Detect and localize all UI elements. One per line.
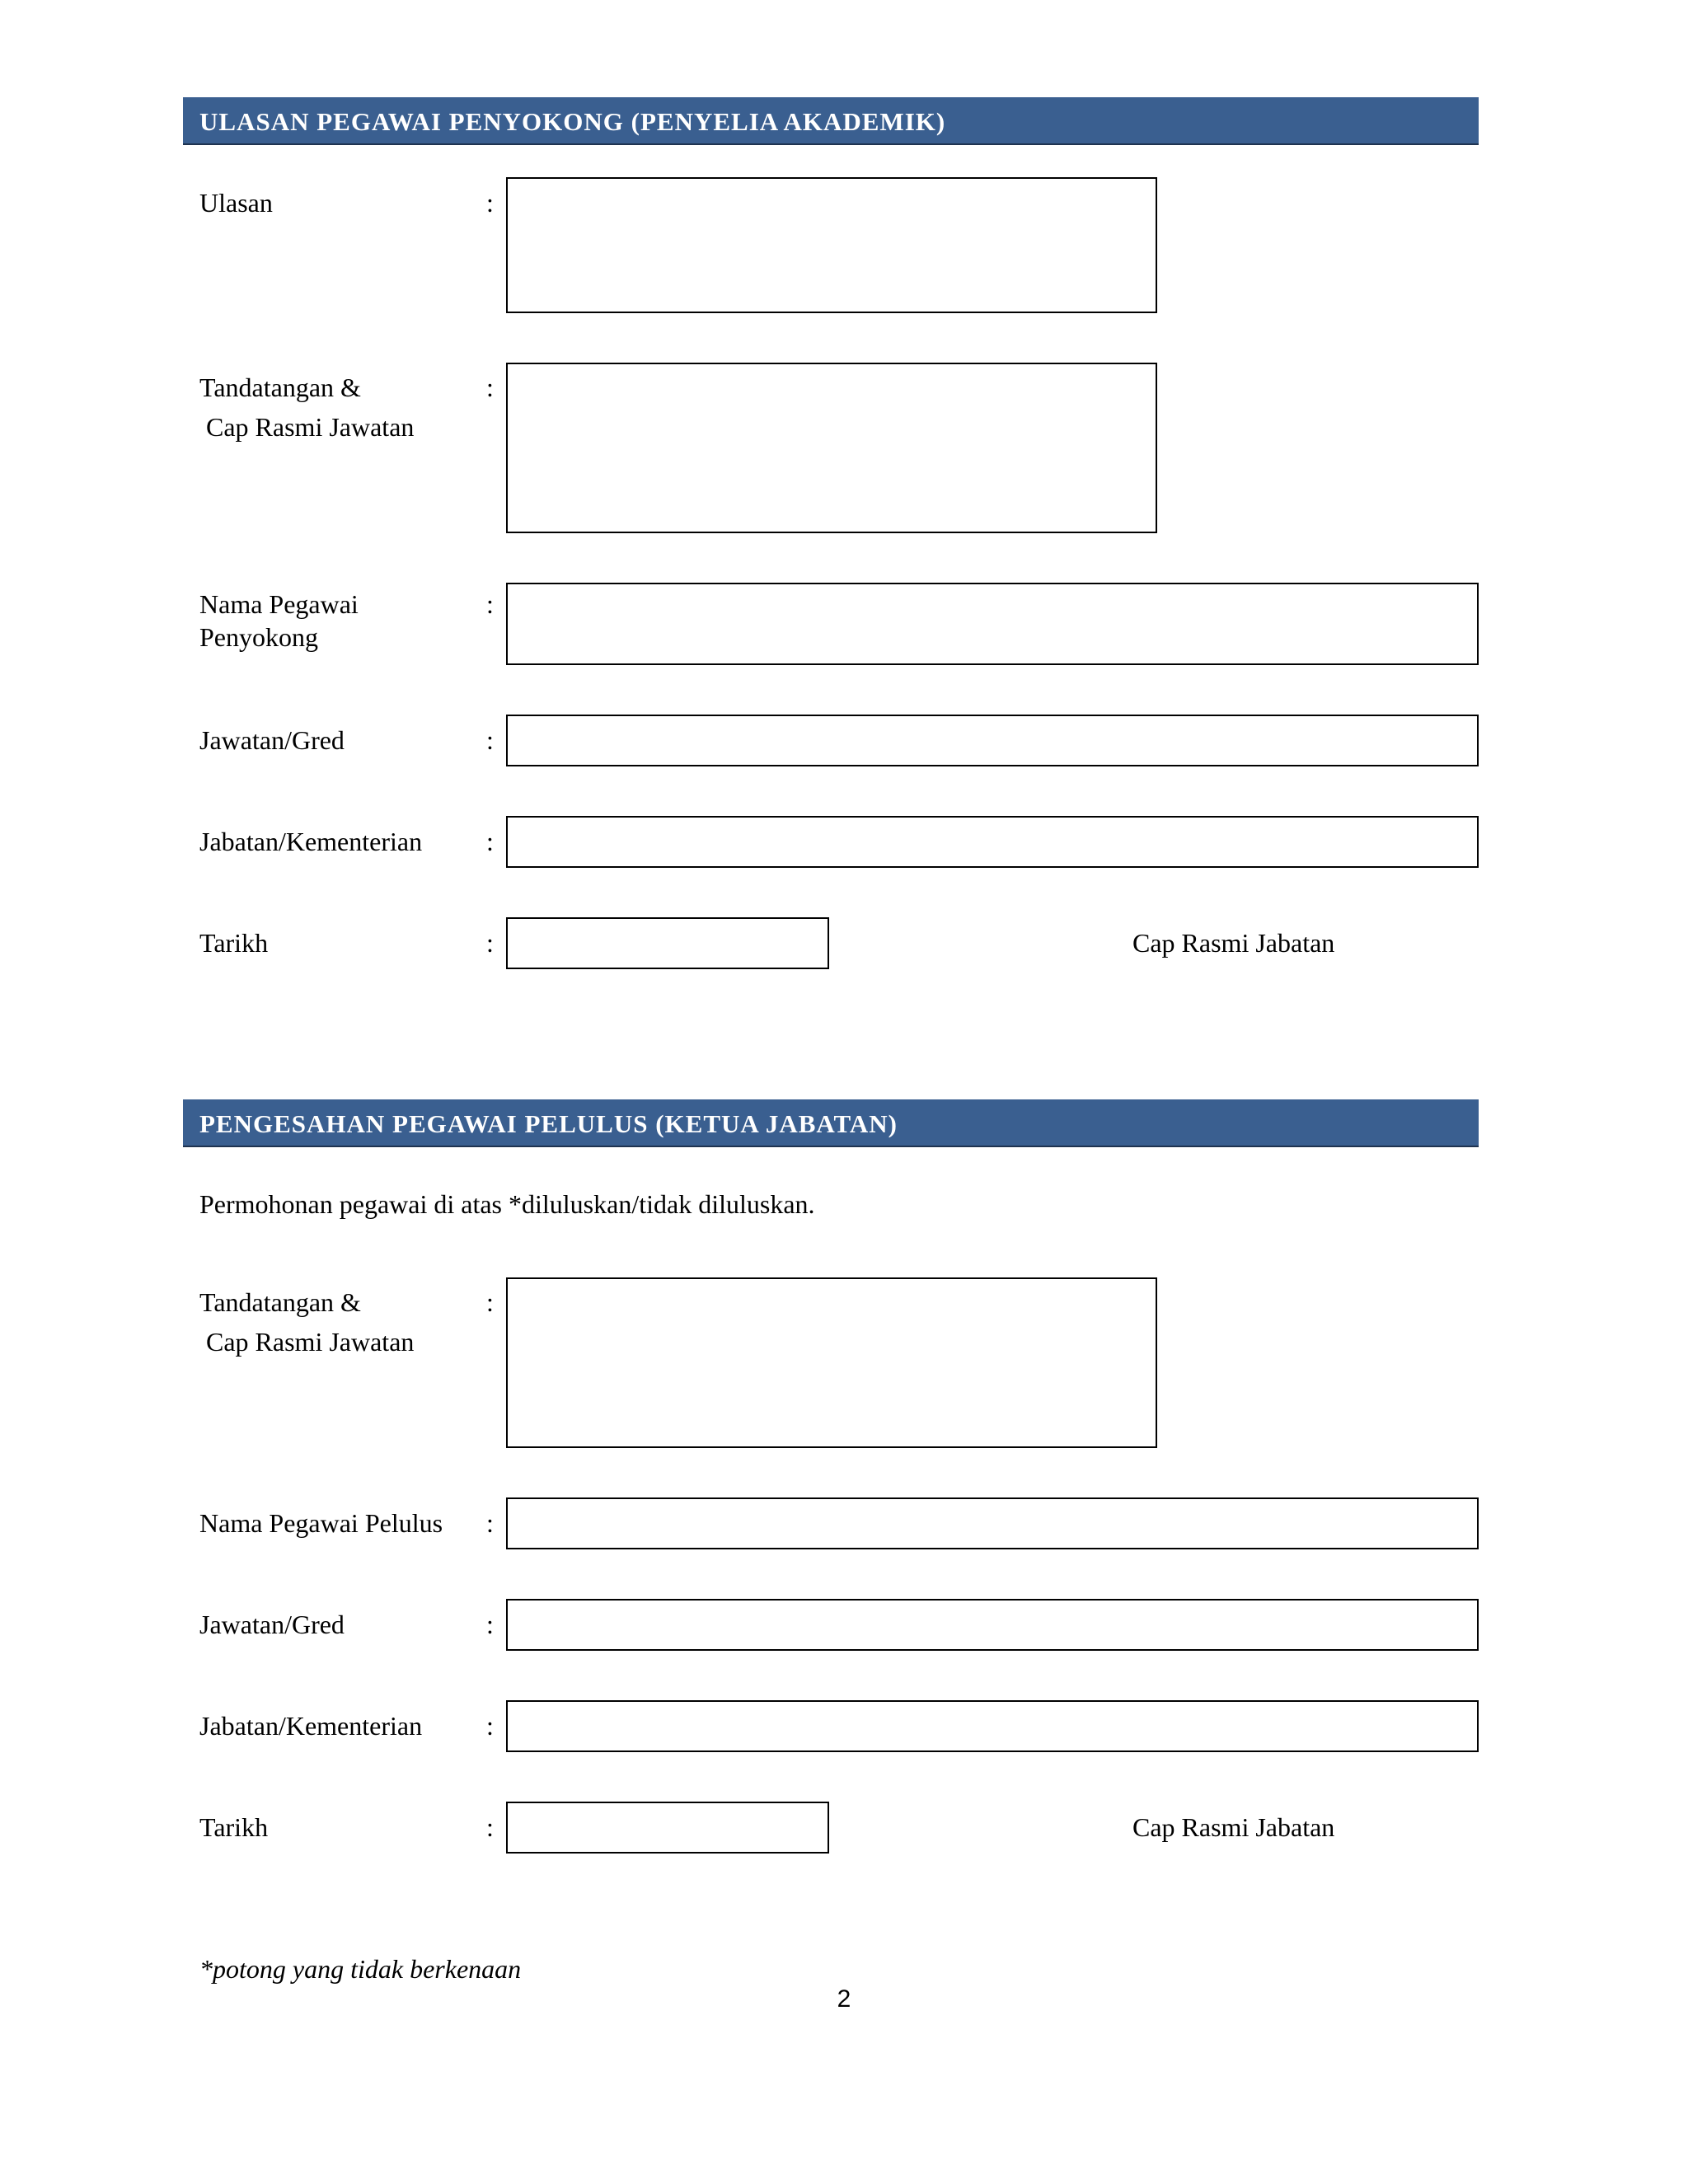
official-stamp-label-2: Cap Rasmi Jabatan	[1132, 1812, 1335, 1842]
ulasan-field[interactable]	[506, 177, 1157, 313]
position-field-1[interactable]	[506, 715, 1479, 766]
colon: :	[486, 725, 494, 755]
section1-header	[183, 97, 1479, 145]
position-label-1: Jawatan/Gred	[199, 725, 345, 755]
department-field-1[interactable]	[506, 816, 1479, 868]
signature-label-2: Tandatangan & Cap Rasmi Jawatan	[199, 1287, 415, 1357]
colon: :	[486, 373, 494, 402]
approver-name-field[interactable]	[506, 1497, 1479, 1549]
position-label-2: Jawatan/Gred	[199, 1610, 345, 1639]
date-field-2[interactable]	[506, 1802, 829, 1854]
colon: :	[486, 1812, 494, 1842]
date-label-2: Tarikh	[199, 1812, 269, 1842]
department-label-1: Jabatan/Kementerian	[199, 827, 423, 856]
colon: :	[486, 1610, 494, 1639]
ulasan-label: Ulasan	[199, 188, 273, 218]
section2-title: PENGESAHAN PEGAWAI PELULUS (KETUA JABATAN)	[199, 1109, 898, 1138]
colon: :	[486, 188, 494, 218]
signature-field-2[interactable]	[506, 1277, 1157, 1448]
approval-statement: Permohonan pegawai di atas *diluluskan/tidak diluluskan.	[199, 1189, 815, 1219]
section1-title: ULASAN PEGAWAI PENYOKONG (PENYELIA AKADEMIK)	[199, 107, 946, 136]
colon: :	[486, 928, 494, 958]
colon: :	[486, 1711, 494, 1741]
official-stamp-label-1: Cap Rasmi Jabatan	[1132, 928, 1335, 958]
approver-name-label: Nama Pegawai Pelulus	[199, 1508, 443, 1538]
position-field-2[interactable]	[506, 1599, 1479, 1651]
supporter-name-label: Nama Pegawai Penyokong	[199, 589, 359, 652]
date-field-1[interactable]	[506, 917, 829, 969]
supporter-name-field[interactable]	[506, 583, 1479, 665]
signature-field-1[interactable]	[506, 363, 1157, 533]
colon: :	[486, 1287, 494, 1317]
colon: :	[486, 1508, 494, 1538]
colon: :	[486, 827, 494, 856]
signature-label-1: Tandatangan & Cap Rasmi Jawatan	[199, 373, 415, 442]
section2-header	[183, 1099, 1479, 1147]
footnote: *potong yang tidak berkenaan	[199, 1954, 522, 1984]
page-number: 2	[837, 1985, 851, 2013]
date-label-1: Tarikh	[199, 928, 269, 958]
department-label-2: Jabatan/Kementerian	[199, 1711, 423, 1741]
department-field-2[interactable]	[506, 1700, 1479, 1752]
colon: :	[486, 589, 494, 619]
